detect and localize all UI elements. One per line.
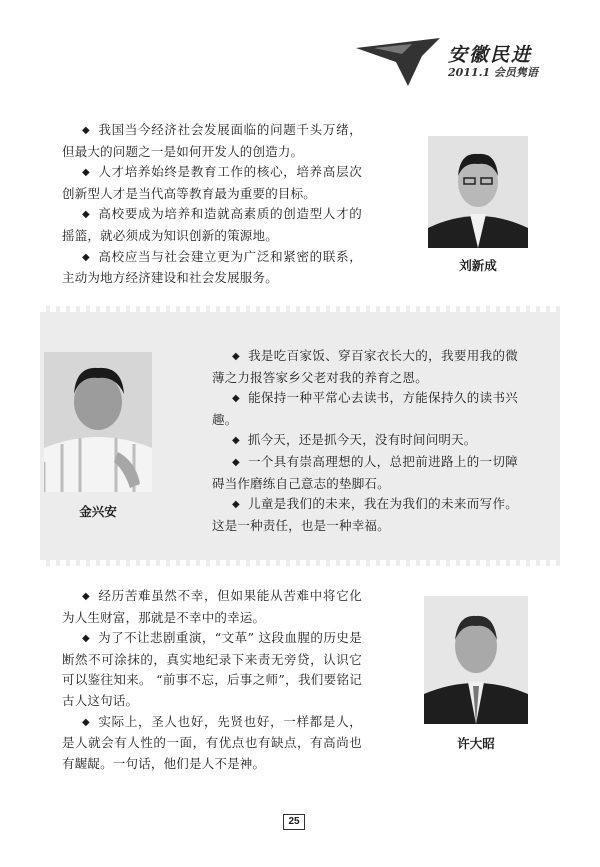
quote-paragraph: ◆ 能保持一种平常心去读书，方能保持久的读书兴趣。 (212, 390, 519, 427)
flag-banner-icon (352, 34, 444, 90)
person-silhouette-icon (428, 136, 528, 248)
quote-paragraph: ◆ 一个具有崇高理想的人，总把前进路上的一切障碍当作磨练自己意志的垫脚石。 (212, 453, 519, 491)
quote-paragraph: ◆ 高校要成为培养和造就高素质的创造型人才的摇篮，就必须成为知识创新的策源地。 (62, 206, 362, 243)
quote-paragraph: ◆ 人才培养始终是教育工作的核心，培养高层次创新型人才是当代高等教育最为重要的目标。 (62, 164, 362, 201)
quote-paragraph: ◆ 经历苦难虽然不幸，但如果能从苦难中将它化为人生财富，那就是不幸中的幸运。 (62, 588, 362, 625)
portrait-photo (428, 136, 528, 248)
issue-subtitle: 2011.1 会员隽语 (448, 66, 538, 79)
quote-paragraph: ◆ 抓今天，还是抓今天，没有时间问明天。 (232, 432, 477, 448)
quote-block-2 (212, 346, 518, 536)
photo-caption: 许大昭 (457, 736, 495, 751)
page-header (0, 0, 600, 100)
quote-block-3 (62, 586, 362, 774)
quote-paragraph: ◆ 为了不让悲剧重演，“文革” 这段血腥的历史是断然不可涂抹的，真实地纪录下来责无旁贷，认识它可以鉴往知来。 “前事不忘，后事之师”，我们要铭记古人这句话。 (62, 630, 363, 708)
portrait-photo (44, 352, 152, 492)
quote-paragraph: ◆ 我是吃百家饭、穿百家衣长大的，我要用我的微薄之力报答家乡父老对我的养育之恩。 (212, 348, 519, 385)
divider (40, 560, 560, 566)
person-silhouette-icon (424, 596, 528, 724)
quote-paragraph: ◆ 儿童是我们的未来，我在为我们的未来而写作。这是一种责任，也是一种幸福。 (212, 496, 519, 533)
quote-paragraph: ◆ 我国当今经济社会发展面临的问题千头万绪，但最大的问题之一是如何开发人的创造力。 (62, 122, 362, 159)
person-silhouette-icon (44, 352, 152, 492)
quote-paragraph: ◆ 实际上，圣人也好，先贤也好，一样都是人，是人就会有人性的一面，有优点也有缺点，有高尚也有龌龊。一句话，他们是人不是神。 (62, 713, 362, 771)
quote-paragraph: ◆ 高校应当与社会建立更为广泛和紧密的联系，主动为地方经济建设和社会发展服务。 (62, 248, 362, 286)
magazine-title: 安徽民进 (448, 44, 533, 66)
page-number: 25 (283, 814, 305, 830)
quote-block-1 (62, 120, 362, 289)
portrait-photo (424, 596, 528, 724)
photo-caption: 金兴安 (79, 504, 117, 519)
photo-caption: 刘新成 (459, 258, 497, 273)
